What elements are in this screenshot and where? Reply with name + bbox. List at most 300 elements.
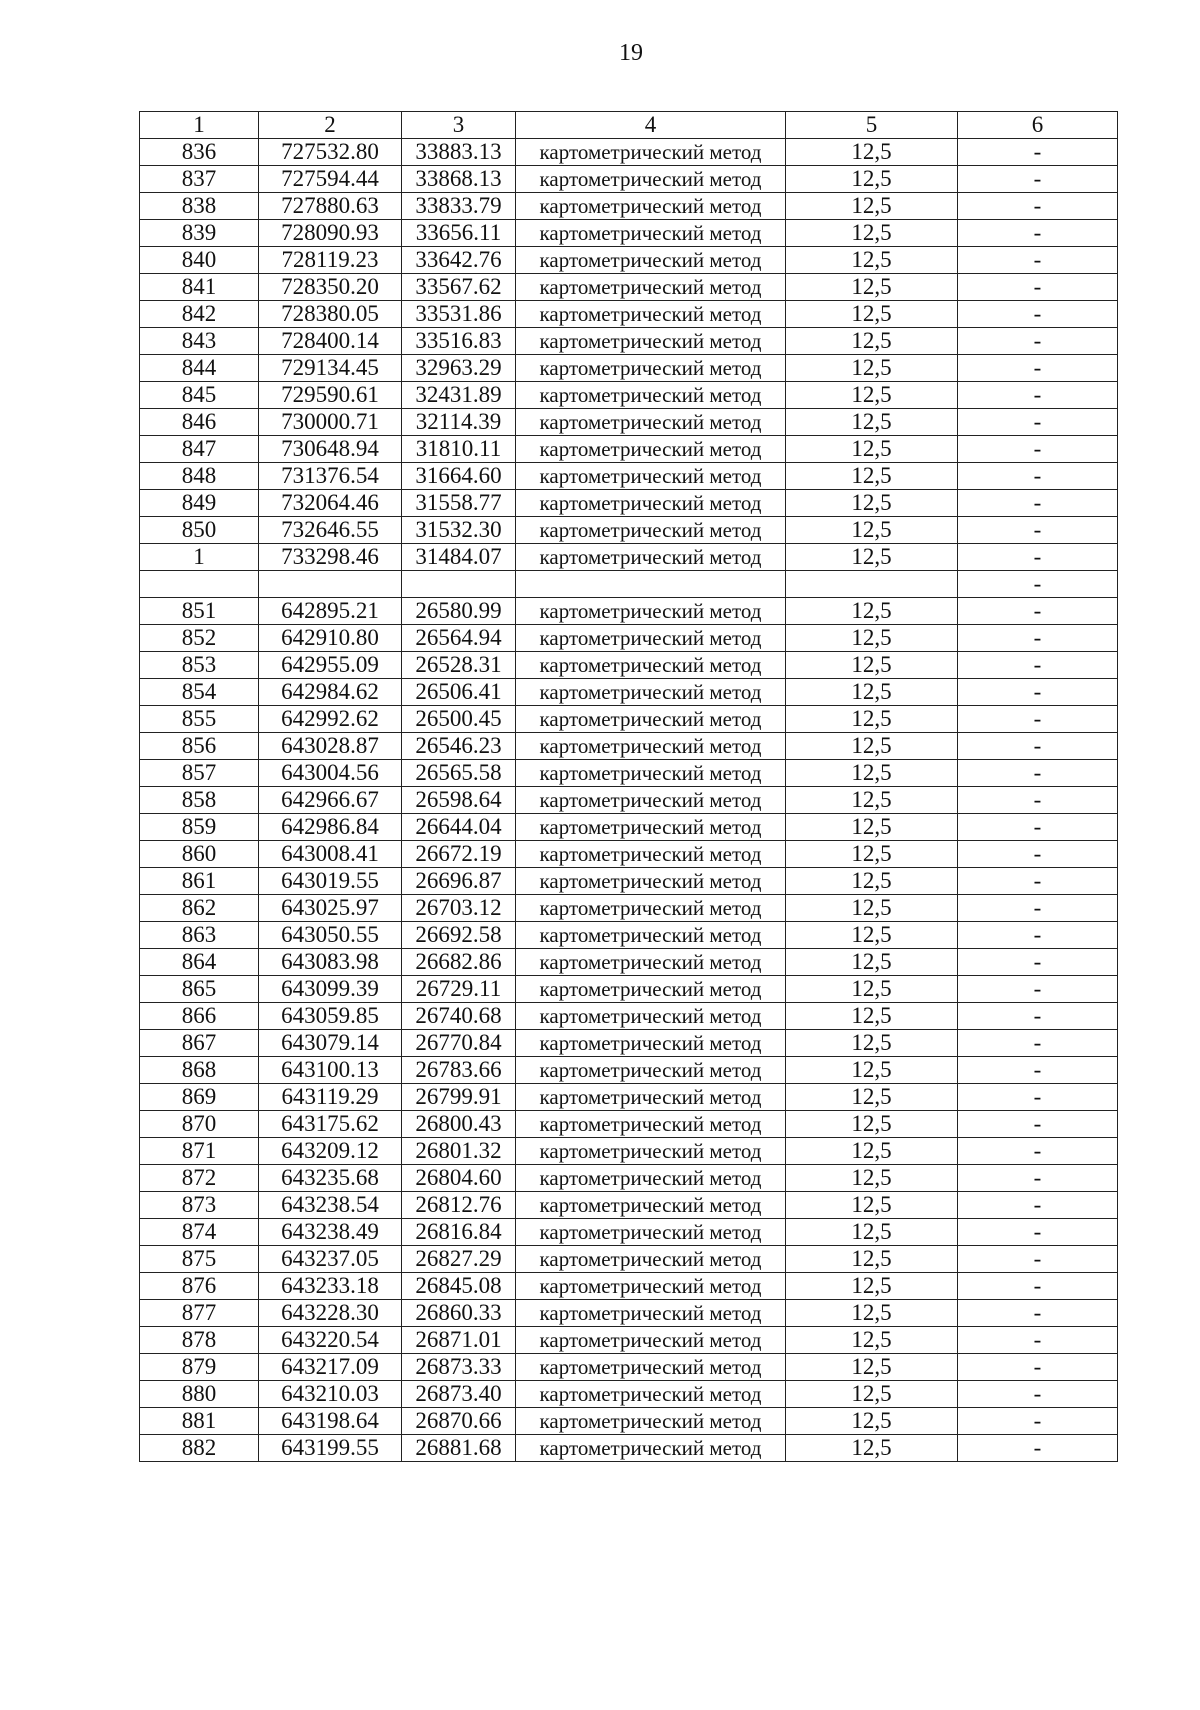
table-row	[140, 355, 1118, 382]
note-cell: -	[958, 1030, 1118, 1057]
accuracy-cell: 12,5	[786, 1408, 958, 1435]
table-row	[140, 1381, 1118, 1408]
note-cell: -	[958, 1165, 1118, 1192]
y-coordinate-cell: 26800.43	[402, 1111, 516, 1138]
x-coordinate-cell: 642910.80	[259, 625, 402, 652]
method-cell: картометрический метод	[516, 1003, 786, 1030]
note-cell: -	[958, 571, 1118, 598]
point-number-cell: 875	[140, 1246, 259, 1273]
table-row	[140, 841, 1118, 868]
point-number-cell: 872	[140, 1165, 259, 1192]
accuracy-cell: 12,5	[786, 787, 958, 814]
point-number-cell: 882	[140, 1435, 259, 1462]
y-coordinate-cell: 33868.13	[402, 166, 516, 193]
x-coordinate-cell: 642955.09	[259, 652, 402, 679]
method-cell: картометрический метод	[516, 1057, 786, 1084]
point-number-cell: 856	[140, 733, 259, 760]
method-cell: картометрический метод	[516, 355, 786, 382]
table-row	[140, 1084, 1118, 1111]
y-coordinate-cell: 26827.29	[402, 1246, 516, 1273]
accuracy-cell: 12,5	[786, 868, 958, 895]
y-coordinate-cell: 31664.60	[402, 463, 516, 490]
accuracy-cell: 12,5	[786, 1273, 958, 1300]
note-cell: -	[958, 463, 1118, 490]
table-row	[140, 679, 1118, 706]
table-row	[140, 166, 1118, 193]
y-coordinate-cell: 26881.68	[402, 1435, 516, 1462]
point-number-cell: 847	[140, 436, 259, 463]
point-number-cell: 861	[140, 868, 259, 895]
page-number: 19	[619, 40, 643, 66]
note-cell: -	[958, 1246, 1118, 1273]
note-cell: -	[958, 436, 1118, 463]
accuracy-cell: 12,5	[786, 814, 958, 841]
accuracy-cell: 12,5	[786, 1327, 958, 1354]
point-number-cell: 869	[140, 1084, 259, 1111]
accuracy-cell: 12,5	[786, 409, 958, 436]
accuracy-cell: 12,5	[786, 1057, 958, 1084]
point-number-cell: 840	[140, 247, 259, 274]
accuracy-cell: 12,5	[786, 544, 958, 571]
table-row	[140, 193, 1118, 220]
y-coordinate-cell: 32963.29	[402, 355, 516, 382]
accuracy-cell: 12,5	[786, 247, 958, 274]
y-coordinate-cell: 32114.39	[402, 409, 516, 436]
method-cell: картометрический метод	[516, 976, 786, 1003]
point-number-cell: 873	[140, 1192, 259, 1219]
table-row	[140, 1192, 1118, 1219]
method-cell: картометрический метод	[516, 1138, 786, 1165]
y-coordinate-cell: 26546.23	[402, 733, 516, 760]
x-coordinate-cell: 643209.12	[259, 1138, 402, 1165]
y-coordinate-cell: 26565.58	[402, 760, 516, 787]
accuracy-cell: 12,5	[786, 166, 958, 193]
note-cell: -	[958, 868, 1118, 895]
y-coordinate-cell: 26812.76	[402, 1192, 516, 1219]
y-coordinate-cell: 26845.08	[402, 1273, 516, 1300]
accuracy-cell: 12,5	[786, 895, 958, 922]
point-number-cell: 876	[140, 1273, 259, 1300]
accuracy-cell: 12,5	[786, 1192, 958, 1219]
point-number-cell: 863	[140, 922, 259, 949]
point-number-cell: 844	[140, 355, 259, 382]
x-coordinate-cell: 642984.62	[259, 679, 402, 706]
table-row	[140, 490, 1118, 517]
method-cell: картометрический метод	[516, 1273, 786, 1300]
note-cell: -	[958, 1273, 1118, 1300]
x-coordinate-cell: 729134.45	[259, 355, 402, 382]
method-cell: картометрический метод	[516, 274, 786, 301]
point-number-cell: 846	[140, 409, 259, 436]
point-number-cell: 870	[140, 1111, 259, 1138]
y-coordinate-cell: 33642.76	[402, 247, 516, 274]
accuracy-cell: 12,5	[786, 1165, 958, 1192]
y-coordinate-cell: 33531.86	[402, 301, 516, 328]
y-coordinate-cell: 33833.79	[402, 193, 516, 220]
accuracy-cell: 12,5	[786, 301, 958, 328]
x-coordinate-cell: 643199.55	[259, 1435, 402, 1462]
table-row	[140, 1408, 1118, 1435]
note-cell: -	[958, 1138, 1118, 1165]
accuracy-cell: 12,5	[786, 1111, 958, 1138]
table-row	[140, 868, 1118, 895]
x-coordinate-cell: 643119.29	[259, 1084, 402, 1111]
x-coordinate-cell: 642986.84	[259, 814, 402, 841]
note-cell: -	[958, 274, 1118, 301]
x-coordinate-cell: 728350.20	[259, 274, 402, 301]
table-body	[140, 139, 1118, 1462]
point-number-cell: 843	[140, 328, 259, 355]
y-coordinate-cell: 26860.33	[402, 1300, 516, 1327]
accuracy-cell: 12,5	[786, 1030, 958, 1057]
point-number-cell: 859	[140, 814, 259, 841]
y-coordinate-cell: 26873.33	[402, 1354, 516, 1381]
x-coordinate-cell: 643217.09	[259, 1354, 402, 1381]
coordinates-table	[139, 111, 1118, 1462]
y-coordinate-cell: 26500.45	[402, 706, 516, 733]
accuracy-cell: 12,5	[786, 760, 958, 787]
point-number-cell: 858	[140, 787, 259, 814]
y-coordinate-cell	[402, 571, 516, 598]
note-cell: -	[958, 598, 1118, 625]
note-cell: -	[958, 1354, 1118, 1381]
method-cell: картометрический метод	[516, 220, 786, 247]
note-cell: -	[958, 1111, 1118, 1138]
method-cell	[516, 571, 786, 598]
y-coordinate-cell: 26799.91	[402, 1084, 516, 1111]
x-coordinate-cell: 642966.67	[259, 787, 402, 814]
point-number-cell: 871	[140, 1138, 259, 1165]
x-coordinate-cell: 643004.56	[259, 760, 402, 787]
y-coordinate-cell: 26672.19	[402, 841, 516, 868]
x-coordinate-cell: 643210.03	[259, 1381, 402, 1408]
accuracy-cell: 12,5	[786, 382, 958, 409]
point-number-cell: 852	[140, 625, 259, 652]
accuracy-cell: 12,5	[786, 625, 958, 652]
y-coordinate-cell: 26580.99	[402, 598, 516, 625]
table-row	[140, 895, 1118, 922]
table-row	[140, 787, 1118, 814]
method-cell: картометрический метод	[516, 436, 786, 463]
table-row	[140, 1435, 1118, 1462]
note-cell: -	[958, 976, 1118, 1003]
header-cell-6: 6	[958, 112, 1118, 139]
table-row	[140, 409, 1118, 436]
point-number-cell: 862	[140, 895, 259, 922]
x-coordinate-cell: 642992.62	[259, 706, 402, 733]
method-cell: картометрический метод	[516, 733, 786, 760]
method-cell: картометрический метод	[516, 1408, 786, 1435]
y-coordinate-cell: 33656.11	[402, 220, 516, 247]
note-cell: -	[958, 1057, 1118, 1084]
x-coordinate-cell: 731376.54	[259, 463, 402, 490]
point-number-cell: 854	[140, 679, 259, 706]
note-cell: -	[958, 490, 1118, 517]
method-cell: картометрический метод	[516, 517, 786, 544]
table-row	[140, 1354, 1118, 1381]
note-cell: -	[958, 1300, 1118, 1327]
method-cell: картометрический метод	[516, 301, 786, 328]
x-coordinate-cell: 643019.55	[259, 868, 402, 895]
x-coordinate-cell: 643100.13	[259, 1057, 402, 1084]
method-cell: картометрический метод	[516, 706, 786, 733]
x-coordinate-cell: 643079.14	[259, 1030, 402, 1057]
method-cell: картометрический метод	[516, 652, 786, 679]
x-coordinate-cell: 642895.21	[259, 598, 402, 625]
accuracy-cell: 12,5	[786, 598, 958, 625]
accuracy-cell: 12,5	[786, 1246, 958, 1273]
note-cell: -	[958, 517, 1118, 544]
note-cell: -	[958, 139, 1118, 166]
table-row	[140, 733, 1118, 760]
y-coordinate-cell: 31484.07	[402, 544, 516, 571]
point-number-cell: 850	[140, 517, 259, 544]
method-cell: картометрический метод	[516, 625, 786, 652]
y-coordinate-cell: 26740.68	[402, 1003, 516, 1030]
table-row	[140, 976, 1118, 1003]
accuracy-cell: 12,5	[786, 1300, 958, 1327]
table-row	[140, 247, 1118, 274]
table-row	[140, 571, 1118, 598]
x-coordinate-cell: 643198.64	[259, 1408, 402, 1435]
note-cell: -	[958, 1219, 1118, 1246]
table-row	[140, 652, 1118, 679]
header-cell-5: 5	[786, 112, 958, 139]
note-cell: -	[958, 247, 1118, 274]
table-row	[140, 544, 1118, 571]
point-number-cell: 865	[140, 976, 259, 1003]
note-cell: -	[958, 922, 1118, 949]
y-coordinate-cell: 26528.31	[402, 652, 516, 679]
method-cell: картометрический метод	[516, 679, 786, 706]
note-cell: -	[958, 760, 1118, 787]
header-cell-4: 4	[516, 112, 786, 139]
y-coordinate-cell: 26506.41	[402, 679, 516, 706]
table-row	[140, 1273, 1118, 1300]
x-coordinate-cell: 729590.61	[259, 382, 402, 409]
accuracy-cell: 12,5	[786, 193, 958, 220]
x-coordinate-cell: 643050.55	[259, 922, 402, 949]
y-coordinate-cell: 26804.60	[402, 1165, 516, 1192]
method-cell: картометрический метод	[516, 1246, 786, 1273]
point-number-cell: 838	[140, 193, 259, 220]
y-coordinate-cell: 26871.01	[402, 1327, 516, 1354]
method-cell: картометрический метод	[516, 247, 786, 274]
accuracy-cell: 12,5	[786, 652, 958, 679]
table-row	[140, 1165, 1118, 1192]
accuracy-cell: 12,5	[786, 328, 958, 355]
table-row	[140, 1327, 1118, 1354]
table-row	[140, 922, 1118, 949]
y-coordinate-cell: 26703.12	[402, 895, 516, 922]
accuracy-cell	[786, 571, 958, 598]
x-coordinate-cell: 728090.93	[259, 220, 402, 247]
note-cell: -	[958, 355, 1118, 382]
point-number-cell: 845	[140, 382, 259, 409]
note-cell: -	[958, 1381, 1118, 1408]
accuracy-cell: 12,5	[786, 922, 958, 949]
point-number-cell: 855	[140, 706, 259, 733]
accuracy-cell: 12,5	[786, 1354, 958, 1381]
accuracy-cell: 12,5	[786, 1381, 958, 1408]
x-coordinate-cell: 727594.44	[259, 166, 402, 193]
point-number-cell: 842	[140, 301, 259, 328]
point-number-cell: 860	[140, 841, 259, 868]
method-cell: картометрический метод	[516, 868, 786, 895]
table-row	[140, 382, 1118, 409]
method-cell: картометрический метод	[516, 1084, 786, 1111]
table-row	[140, 1111, 1118, 1138]
y-coordinate-cell: 33567.62	[402, 274, 516, 301]
x-coordinate-cell: 643235.68	[259, 1165, 402, 1192]
accuracy-cell: 12,5	[786, 976, 958, 1003]
table-row	[140, 1030, 1118, 1057]
x-coordinate-cell: 643175.62	[259, 1111, 402, 1138]
x-coordinate-cell: 643099.39	[259, 976, 402, 1003]
x-coordinate-cell: 643228.30	[259, 1300, 402, 1327]
method-cell: картометрический метод	[516, 1354, 786, 1381]
note-cell: -	[958, 841, 1118, 868]
accuracy-cell: 12,5	[786, 706, 958, 733]
note-cell: -	[958, 544, 1118, 571]
table-row	[140, 517, 1118, 544]
note-cell: -	[958, 787, 1118, 814]
y-coordinate-cell: 26801.32	[402, 1138, 516, 1165]
method-cell: картометрический метод	[516, 1111, 786, 1138]
point-number-cell: 880	[140, 1381, 259, 1408]
x-coordinate-cell: 728119.23	[259, 247, 402, 274]
method-cell: картометрический метод	[516, 814, 786, 841]
table-row	[140, 949, 1118, 976]
method-cell: картометрический метод	[516, 1300, 786, 1327]
y-coordinate-cell: 32431.89	[402, 382, 516, 409]
point-number-cell: 864	[140, 949, 259, 976]
point-number-cell: 866	[140, 1003, 259, 1030]
method-cell: картометрический метод	[516, 1327, 786, 1354]
x-coordinate-cell: 643233.18	[259, 1273, 402, 1300]
table-row	[140, 328, 1118, 355]
x-coordinate-cell: 643238.49	[259, 1219, 402, 1246]
method-cell: картометрический метод	[516, 328, 786, 355]
method-cell: картометрический метод	[516, 139, 786, 166]
y-coordinate-cell: 31810.11	[402, 436, 516, 463]
method-cell: картометрический метод	[516, 193, 786, 220]
x-coordinate-cell: 643237.05	[259, 1246, 402, 1273]
note-cell: -	[958, 1192, 1118, 1219]
note-cell: -	[958, 1084, 1118, 1111]
note-cell: -	[958, 706, 1118, 733]
method-cell: картометрический метод	[516, 1435, 786, 1462]
point-number-cell: 1	[140, 544, 259, 571]
point-number-cell: 857	[140, 760, 259, 787]
x-coordinate-cell: 728380.05	[259, 301, 402, 328]
table-row	[140, 139, 1118, 166]
x-coordinate-cell: 733298.46	[259, 544, 402, 571]
note-cell: -	[958, 895, 1118, 922]
table-row	[140, 760, 1118, 787]
note-cell: -	[958, 220, 1118, 247]
y-coordinate-cell: 26873.40	[402, 1381, 516, 1408]
method-cell: картометрический метод	[516, 409, 786, 436]
method-cell: картометрический метод	[516, 949, 786, 976]
note-cell: -	[958, 1435, 1118, 1462]
point-number-cell: 878	[140, 1327, 259, 1354]
note-cell: -	[958, 679, 1118, 706]
y-coordinate-cell: 26598.64	[402, 787, 516, 814]
accuracy-cell: 12,5	[786, 436, 958, 463]
y-coordinate-cell: 26870.66	[402, 1408, 516, 1435]
note-cell: -	[958, 733, 1118, 760]
accuracy-cell: 12,5	[786, 733, 958, 760]
method-cell: картометрический метод	[516, 598, 786, 625]
x-coordinate-cell	[259, 571, 402, 598]
header-cell-1: 1	[140, 112, 259, 139]
accuracy-cell: 12,5	[786, 841, 958, 868]
note-cell: -	[958, 328, 1118, 355]
table-row	[140, 436, 1118, 463]
y-coordinate-cell: 26564.94	[402, 625, 516, 652]
point-number-cell: 879	[140, 1354, 259, 1381]
x-coordinate-cell: 643238.54	[259, 1192, 402, 1219]
table-row	[140, 1246, 1118, 1273]
point-number-cell	[140, 571, 259, 598]
x-coordinate-cell: 732064.46	[259, 490, 402, 517]
method-cell: картометрический метод	[516, 841, 786, 868]
y-coordinate-cell: 33516.83	[402, 328, 516, 355]
method-cell: картометрический метод	[516, 490, 786, 517]
y-coordinate-cell: 26770.84	[402, 1030, 516, 1057]
accuracy-cell: 12,5	[786, 355, 958, 382]
point-number-cell: 853	[140, 652, 259, 679]
method-cell: картометрический метод	[516, 1165, 786, 1192]
point-number-cell: 837	[140, 166, 259, 193]
accuracy-cell: 12,5	[786, 139, 958, 166]
table-row	[140, 1219, 1118, 1246]
note-cell: -	[958, 1003, 1118, 1030]
table-row	[140, 706, 1118, 733]
table-row	[140, 220, 1118, 247]
method-cell: картометрический метод	[516, 787, 786, 814]
accuracy-cell: 12,5	[786, 490, 958, 517]
point-number-cell: 867	[140, 1030, 259, 1057]
y-coordinate-cell: 26729.11	[402, 976, 516, 1003]
note-cell: -	[958, 814, 1118, 841]
point-number-cell: 841	[140, 274, 259, 301]
table-row	[140, 274, 1118, 301]
x-coordinate-cell: 730648.94	[259, 436, 402, 463]
method-cell: картометрический метод	[516, 895, 786, 922]
table-row	[140, 463, 1118, 490]
point-number-cell: 868	[140, 1057, 259, 1084]
table-row	[140, 1057, 1118, 1084]
note-cell: -	[958, 949, 1118, 976]
point-number-cell: 836	[140, 139, 259, 166]
note-cell: -	[958, 301, 1118, 328]
y-coordinate-cell: 33883.13	[402, 139, 516, 166]
header-cell-3: 3	[402, 112, 516, 139]
method-cell: картометрический метод	[516, 922, 786, 949]
table-row	[140, 814, 1118, 841]
y-coordinate-cell: 26644.04	[402, 814, 516, 841]
accuracy-cell: 12,5	[786, 517, 958, 544]
method-cell: картометрический метод	[516, 1381, 786, 1408]
y-coordinate-cell: 26783.66	[402, 1057, 516, 1084]
x-coordinate-cell: 732646.55	[259, 517, 402, 544]
point-number-cell: 877	[140, 1300, 259, 1327]
y-coordinate-cell: 26692.58	[402, 922, 516, 949]
table-row	[140, 1003, 1118, 1030]
note-cell: -	[958, 166, 1118, 193]
